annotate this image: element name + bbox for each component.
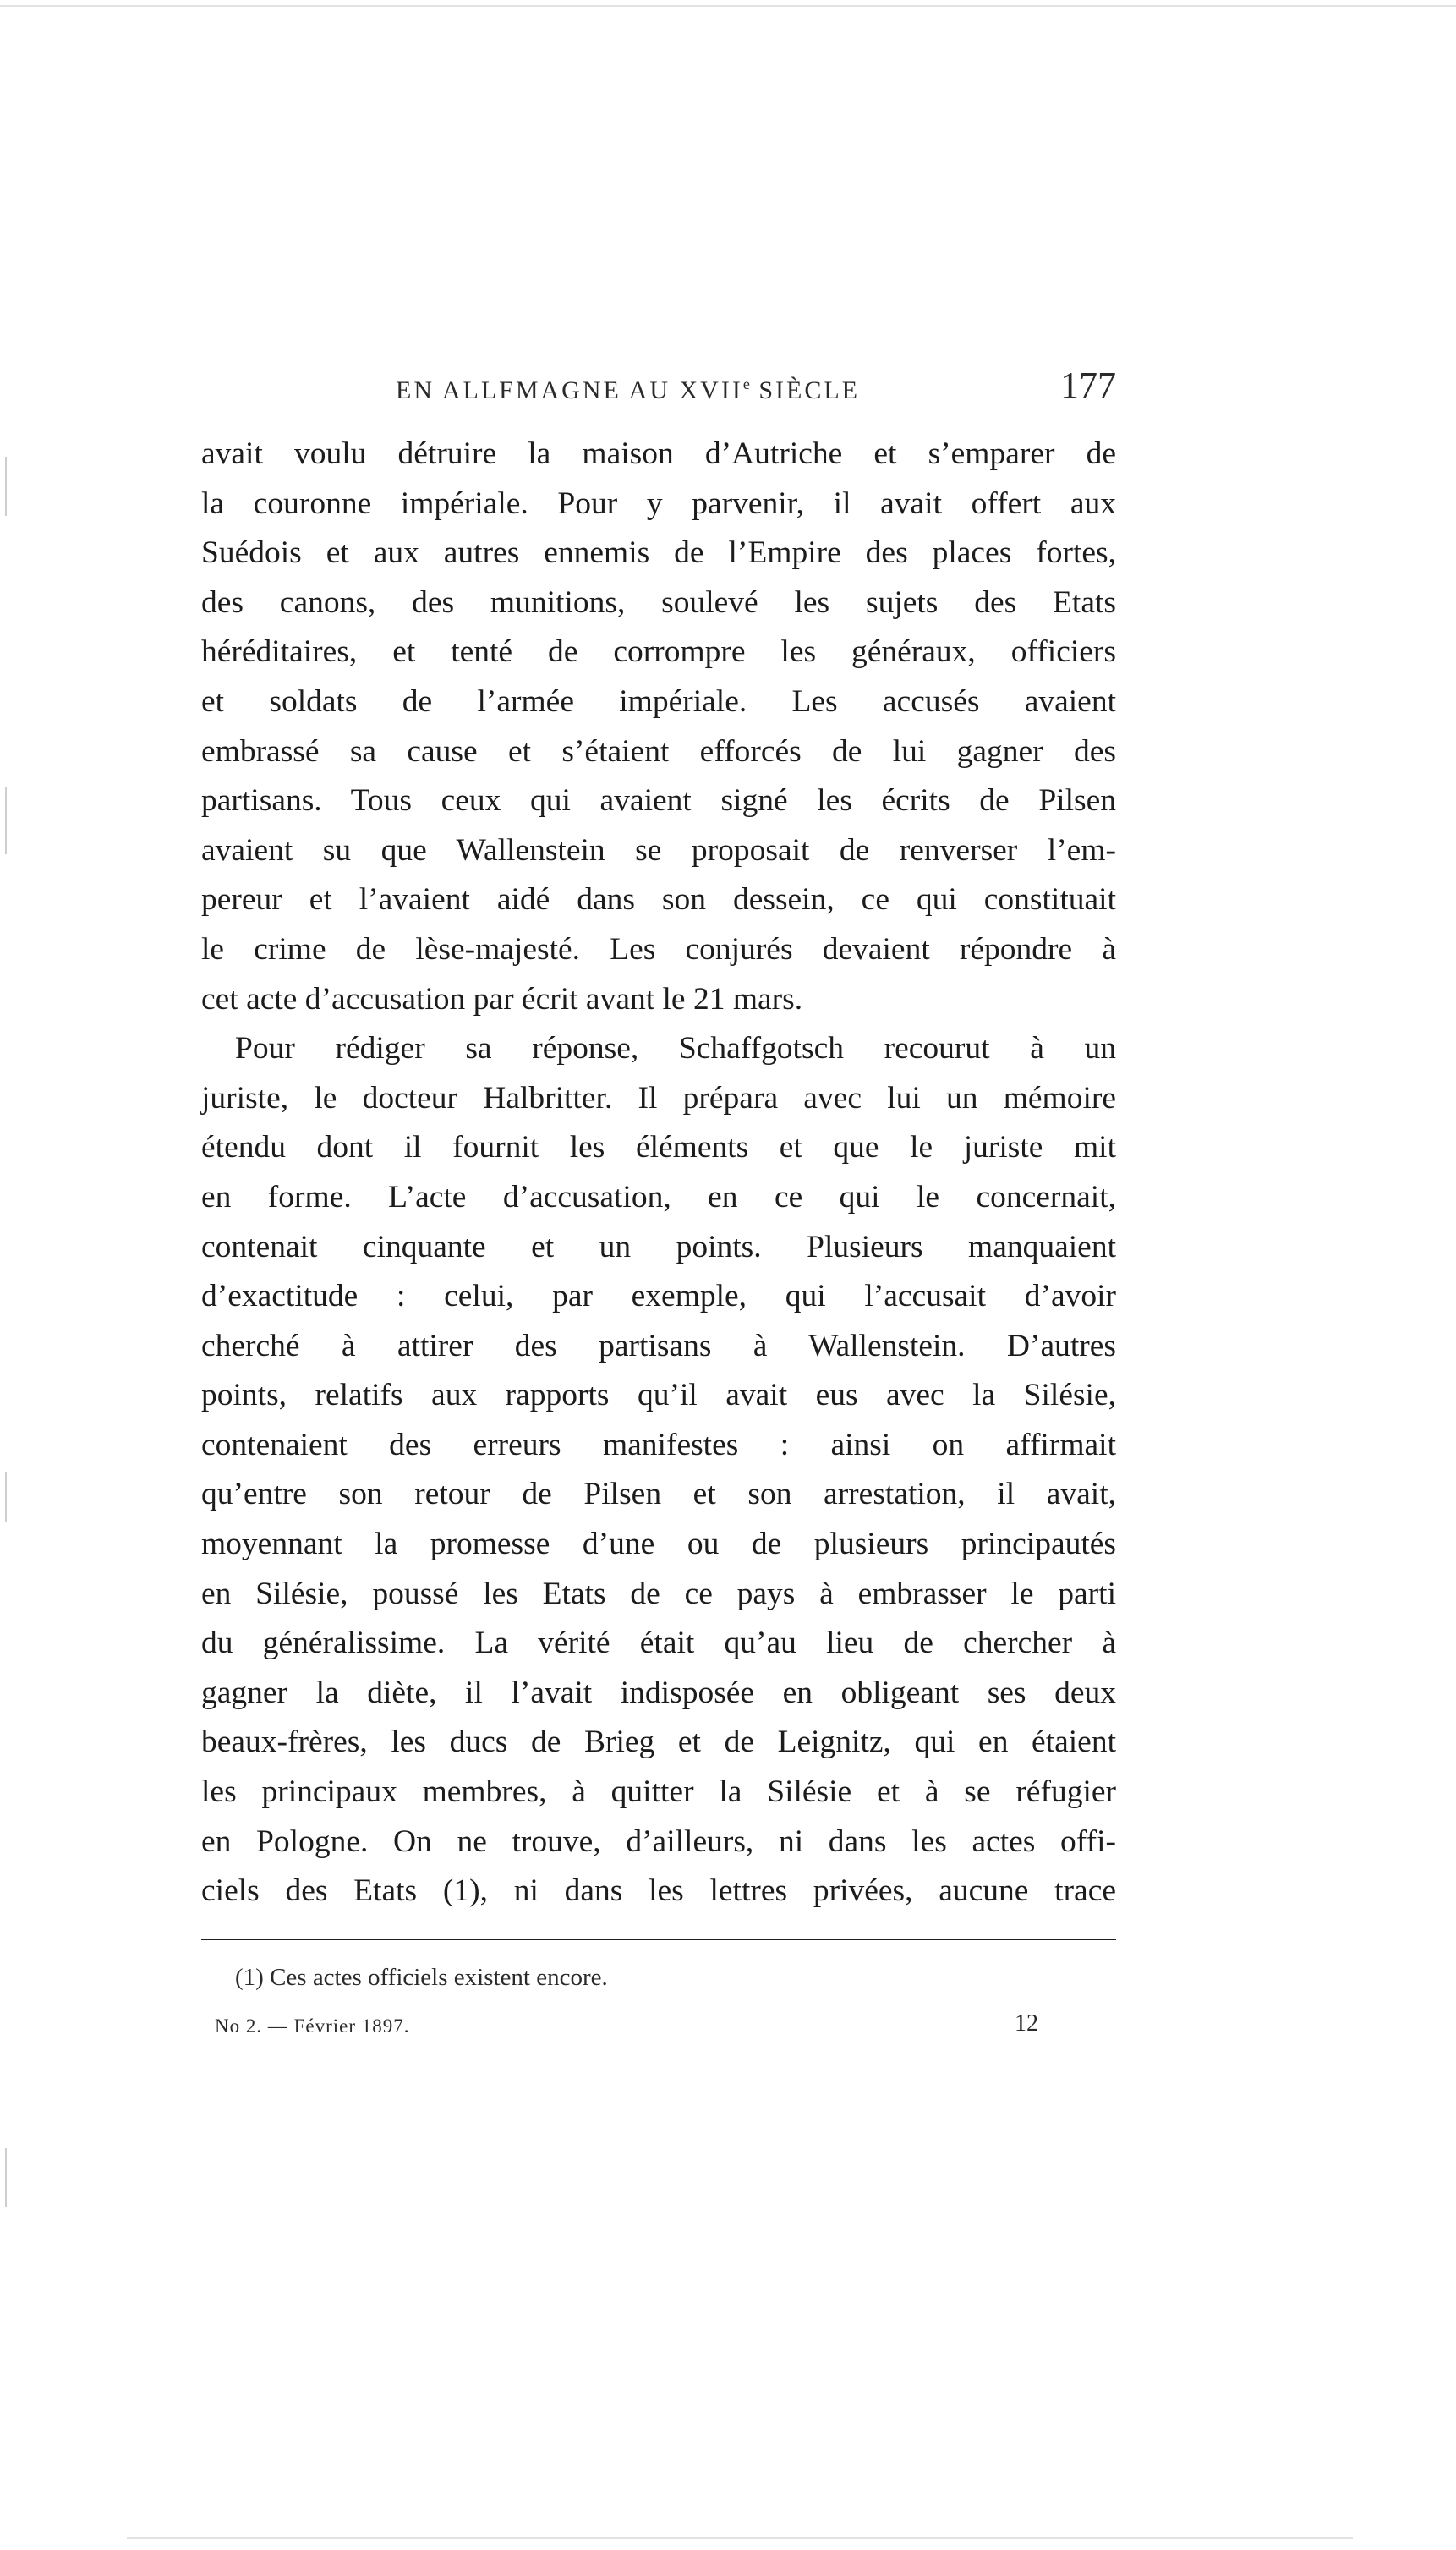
text-line: du généralissime. La vérité était qu’au lieu de chercher à [201,1626,1116,1661]
text-line: points, relatifs aux rapports qu’il avait eus avec la Silésie, [201,1378,1116,1413]
text-line: cherché à attirer des partisans à Wallenstein. D’autres [201,1328,1116,1363]
scan-edge-left-4 [5,2148,7,2207]
page-footer [201,2010,1116,2044]
text-line: moyennant la promesse d’une ou de plusieurs principautés [201,1527,1116,1562]
signature-mark: 12 [1015,2010,1038,2037]
scan-edge-left-3 [5,1472,7,1522]
text-line: Suédois et aux autres ennemis de l’Empire des places fortes, [201,535,1116,571]
running-title [396,376,860,405]
text-line: avait voulu détruire la maison d’Autriche et s’emparer de [201,436,1116,471]
scan-edge-left-2 [5,787,7,854]
text-line: contenaient des erreurs manifestes : ainsi on affirmait [201,1427,1116,1462]
text-line: des canons, des munitions, soulevé les sujets des Etats [201,584,1116,620]
running-title-superscript: e [742,376,750,392]
scan-edge-bottom [127,2537,1353,2539]
text-line: d’exactitude : celui, par exemple, qui l’accusait d’avoir [201,1279,1116,1314]
text-line: les principaux membres, à quitter la Silésie et à se réfugier [201,1774,1116,1810]
text-line: avaient su que Wallenstein se proposait de renverser l’em- [201,832,1116,868]
text-line: Pour rédiger sa réponse, Schaffgotsch recourut à un [235,1031,1116,1067]
text-line: en Silésie, poussé les Etats de ce pays à embrasser le parti [201,1576,1116,1611]
text-line: le crime de lèse-majesté. Les conjurés devaient répondre à [201,931,1116,967]
text-line: contenait cinquante et un points. Plusieurs manquaient [201,1229,1116,1264]
text-line: en forme. L’acte d’accusation, en ce qui le concernait, [201,1179,1116,1215]
text-line: qu’entre son retour de Pilsen et son arrestation, il avait, [201,1477,1116,1512]
body-text [201,430,1116,1917]
text-line: en Pologne. On ne trouve, d’ailleurs, ni dans les actes offi- [201,1823,1116,1859]
footnote: (1) Ces actes officiels existent encore. [235,1963,608,1991]
text-line: héréditaires, et tenté de corrompre les généraux, officiers [201,634,1116,670]
running-title-main: EN ALLFMAGNE AU XVII [396,376,743,404]
issue-line: No 2. — Février 1897. [215,2015,410,2037]
text-line: et soldats de l’armée impériale. Les accusés avaient [201,683,1116,719]
text-line: beaux-frères, les ducs de Brieg et de Leignitz, qui en étaient [201,1725,1116,1760]
text-line: la couronne impériale. Pour y parvenir, il avait offert aux [201,485,1116,521]
footnote-divider [201,1939,1116,1940]
scan-edge-top [0,5,1456,7]
text-line: embrassé sa cause et s’étaient efforcés de lui gagner des [201,733,1116,769]
text-line: étendu dont il fournit les éléments et que le juriste mit [201,1130,1116,1165]
page-number: 177 [1060,365,1116,406]
text-line: juriste, le docteur Halbritter. Il prépara avec lui un mémoire [201,1080,1116,1116]
book-page [201,364,1116,2044]
running-head [201,364,1116,423]
text-line: gagner la diète, il l’avait indisposée en obligeant ses deux [201,1675,1116,1710]
text-line: ciels des Etats (1), ni dans les lettres privées, aucune trace [201,1873,1116,1909]
scan-edge-left-1 [5,457,7,516]
text-line: pereur et l’avaient aidé dans son dessein, ce qui constituait [201,882,1116,918]
text-line: partisans. Tous ceux qui avaient signé les écrits de Pilsen [201,783,1116,819]
text-line: cet acte d’accusation par écrit avant le 21 mars. [201,981,803,1017]
running-title-end: SIÈCLE [749,376,860,404]
